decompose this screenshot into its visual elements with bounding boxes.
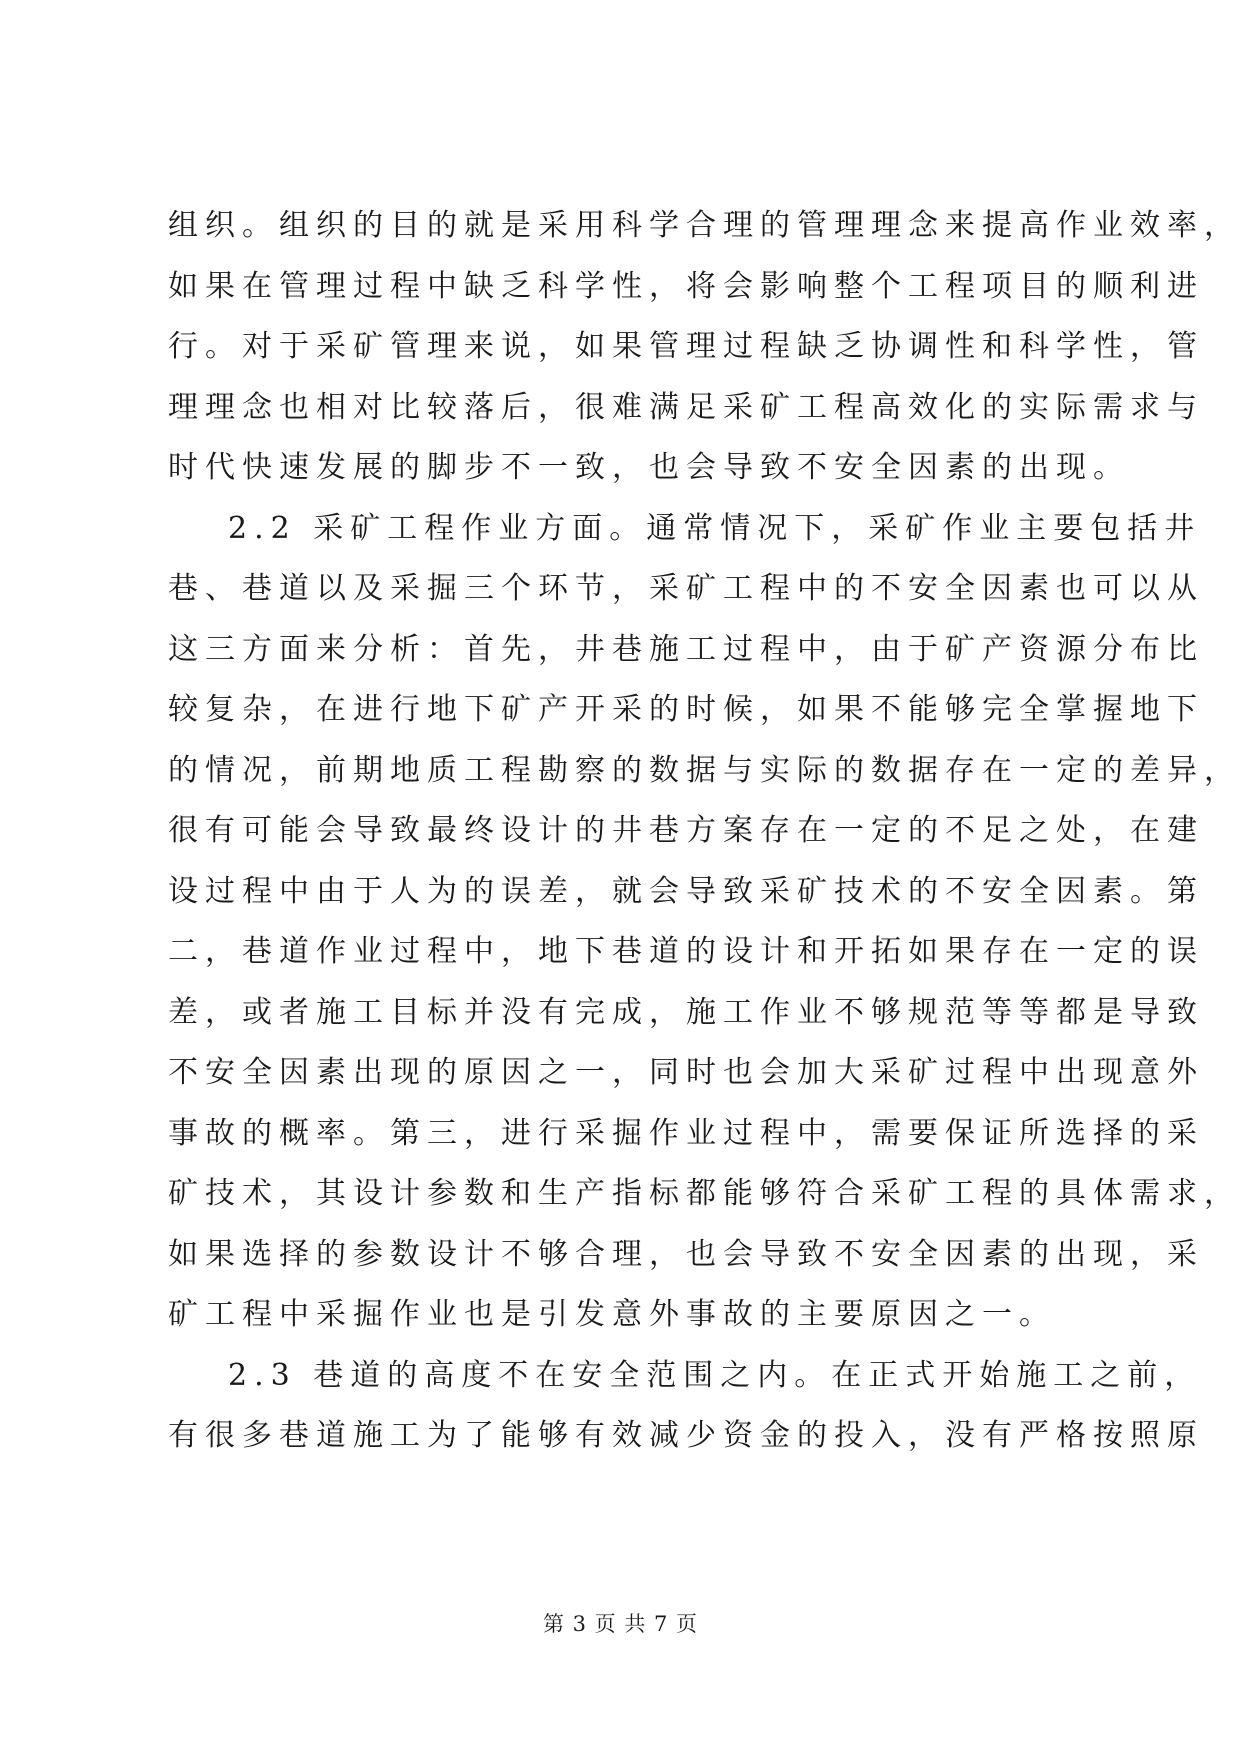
text-line: 矿工程中采掘作业也是引发意外事故的主要原因之一。: [168, 1297, 1056, 1332]
text-line: 二，巷道作业过程中，地下巷道的设计和开拓如果存在一定的误: [168, 934, 1204, 969]
text-line: 时代快速发展的脚步不一致，也会导致不安全因素的出现。: [168, 450, 1130, 485]
text-line: 不安全因素出现的原因之一，同时也会加大采矿过程中出现意外: [168, 1055, 1204, 1090]
text-line: 很有可能会导致最终设计的井巷方案存在一定的不足之处，在建: [168, 813, 1204, 848]
text-line: 行。对于采矿管理来说，如果管理过程缺乏协调性和科学性，管: [168, 329, 1204, 364]
document-body: [168, 196, 1241, 1467]
text-line: 如果选择的参数设计不够合理，也会导致不安全因素的出现，采: [168, 1236, 1204, 1272]
text-line: 如果在管理过程中缺乏科学性，将会影响整个工程项目的顺利进: [168, 268, 1204, 304]
text-line: 设过程中由于人为的误差，就会导致采矿技术的不安全因素。第: [168, 873, 1204, 909]
text-line: 理理念也相对比较落后，很难满足采矿工程高效化的实际需求与: [168, 389, 1204, 425]
text-line: 的情况，前期地质工程勘察的数据与实际的数据存在一定的差异，: [168, 752, 1241, 788]
text-line: 巷、巷道以及采掘三个环节，采矿工程中的不安全因素也可以从: [168, 571, 1204, 606]
text-line: 组织。组织的目的就是采用科学合理的管理理念来提高作业效率，: [168, 208, 1241, 243]
section-heading-line: 2.3 巷道的高度不在安全范围之内。在正式开始施工之前，: [228, 1357, 1202, 1393]
text-line: 有很多巷道施工为了能够有效减少资金的投入，没有严格按照原: [168, 1418, 1204, 1453]
text-line: 较复杂，在进行地下矿产开采的时候，如果不能够完全掌握地下: [168, 692, 1204, 727]
text-line: 矿技术，其设计参数和生产指标都能够符合采矿工程的具体需求，: [168, 1176, 1241, 1211]
text-line: 差，或者施工目标并没有完成，施工作业不够规范等等都是导致: [168, 994, 1204, 1030]
text-line: 事故的概率。第三，进行采掘作业过程中，需要保证所选择的采: [168, 1115, 1204, 1151]
section-heading-line: 2.2 采矿工程作业方面。通常情况下，采矿作业主要包括井: [228, 510, 1202, 546]
page-number-footer: 第 3 页 共 7 页: [542, 1612, 699, 1636]
text-line: 这三方面来分析：首先，井巷施工过程中，由于矿产资源分布比: [168, 631, 1204, 667]
